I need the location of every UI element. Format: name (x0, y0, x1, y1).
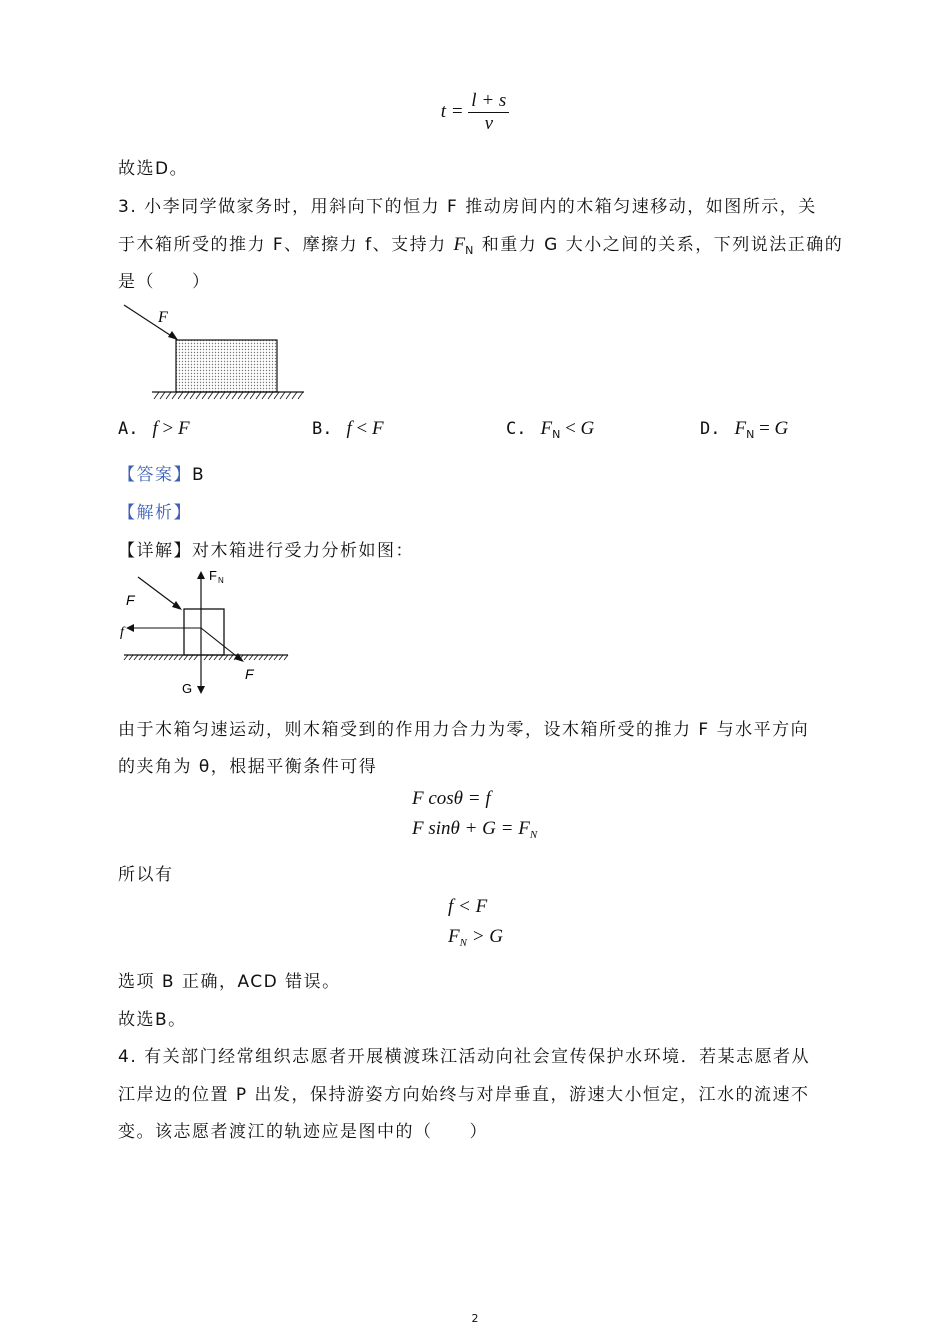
option-a-op: > (157, 418, 178, 439)
result-2-sub: N (459, 937, 467, 949)
q3-number: 3. (118, 197, 138, 217)
explain-line2: 的夹角为 θ，根据平衡条件可得 (118, 757, 378, 777)
fbd-f-right-label: F (245, 666, 254, 682)
option-c-sub: N (552, 428, 561, 441)
result-2 (448, 926, 503, 949)
answer-line (118, 460, 205, 485)
formula-t (0, 90, 950, 135)
option-d-expr-b: G (774, 418, 789, 439)
equation-1: F cosθ = f (412, 788, 491, 809)
wooden-box (176, 340, 277, 392)
fbd-fn-arrowhead (197, 571, 205, 579)
result-2-tail: > G (466, 926, 503, 947)
option-c-letter: C. (506, 419, 527, 439)
q3-text-line2-pre: 于木箱所受的推力 F、摩擦力 f、支持力 (118, 235, 454, 255)
option-a-letter: A. (118, 419, 139, 439)
option-b-expr-b: F (371, 418, 384, 439)
explain-line1: 由于木箱匀速运动，则木箱受到的作用力合力为零，设木箱所受的推力 F 与水平方向 (118, 720, 810, 740)
q3-fn-sub: N (465, 244, 475, 257)
equation-2-main: F sinθ + G = F (412, 818, 530, 839)
force-label: F (158, 309, 168, 326)
detail-line (118, 536, 414, 561)
fbd-hatching (124, 655, 288, 660)
q3-line2 (118, 230, 843, 257)
option-b-letter: B. (312, 419, 333, 439)
option-d-op: = (754, 418, 775, 439)
result-1: f < F (448, 896, 488, 917)
option-b[interactable] (312, 418, 384, 440)
equation-2 (412, 818, 537, 841)
fbd-box (184, 609, 224, 655)
fbd-push-arrowhead (172, 601, 182, 610)
formula-t-numerator: l + s (468, 90, 509, 113)
option-d-expr-a: F (734, 418, 747, 439)
fbd-friction-arrowhead (126, 624, 134, 632)
option-c-expr-b: G (580, 418, 595, 439)
fbd-g-arrowhead (197, 686, 205, 694)
formula-t-lhs: t = (440, 100, 464, 122)
formula-t-fraction (468, 90, 509, 135)
q3-conclusion: 故选B。 (118, 1010, 187, 1030)
analysis-tag: 【解析】 (118, 503, 192, 523)
option-a[interactable] (118, 418, 190, 440)
fbd-component-arrow (201, 628, 240, 659)
free-body-diagram (118, 566, 293, 698)
option-a-expr-b: F (177, 418, 190, 439)
q4-line2: 江岸边的位置 P 出发，保持游姿方向始终与对岸垂直，游速大小恒定，江水的流速不 (118, 1085, 810, 1105)
detail-text: 对木箱进行受力分析如图： (192, 541, 414, 561)
fbd-component-arrowhead (234, 653, 244, 662)
fbd-fn-sub: N (218, 576, 224, 585)
fbd-friction-label: f (120, 625, 124, 640)
equation-2-sub: N (529, 829, 538, 841)
option-result: 选项 B 正确，ACD 错误。 (118, 972, 341, 992)
fbd-f-left-label: F (126, 592, 135, 608)
formula-t-denominator: v (484, 113, 494, 134)
force-arrow-line (124, 305, 176, 339)
q3-text-line1: 小李同学做家务时，用斜向下的恒力 F 推动房间内的木箱匀速移动，如图所示，关 (144, 197, 817, 217)
q3-line3: 是（ ） (118, 272, 211, 292)
detail-tag: 【详解】 (118, 541, 192, 561)
q3-text-line2-post: 和重力 G 大小之间的关系，下列说法正确的 (474, 235, 844, 255)
option-c-op: < (560, 418, 581, 439)
option-c-expr-a: F (540, 418, 553, 439)
fbd-fn-label: F (209, 568, 217, 583)
force-arrowhead (168, 331, 178, 340)
option-a-expr-a: f (152, 418, 158, 439)
answer-value: B (192, 465, 206, 485)
ground-hatching (154, 392, 303, 399)
q3-line1 (118, 192, 817, 217)
q4-line3: 变。该志愿者渡江的轨迹应是图中的（ ） (118, 1122, 488, 1142)
answer-tag: 【答案】 (118, 465, 192, 485)
fbd-g-label: G (182, 681, 193, 696)
option-b-op: < (351, 418, 372, 439)
page-number: 2 (471, 1312, 479, 1325)
so-text: 所以有 (118, 865, 174, 885)
result-2-main: F (448, 926, 460, 947)
q4-text-line1: 有关部门经常组织志愿者开展横渡珠江活动向社会宣传保护水环境．若某志愿者从 (144, 1047, 811, 1067)
prev-conclusion: 故选D。 (118, 159, 189, 179)
option-d-letter: D. (700, 419, 721, 439)
fbd-push-arrow (138, 577, 178, 607)
option-d-sub: N (746, 428, 755, 441)
option-b-expr-a: f (346, 418, 352, 439)
q3-box-figure (118, 300, 313, 408)
q4-number: 4. (118, 1047, 138, 1067)
option-c[interactable] (506, 418, 594, 441)
q4-line1 (118, 1042, 810, 1067)
option-d[interactable] (700, 418, 788, 441)
q3-fn-symbol: F (453, 234, 466, 255)
